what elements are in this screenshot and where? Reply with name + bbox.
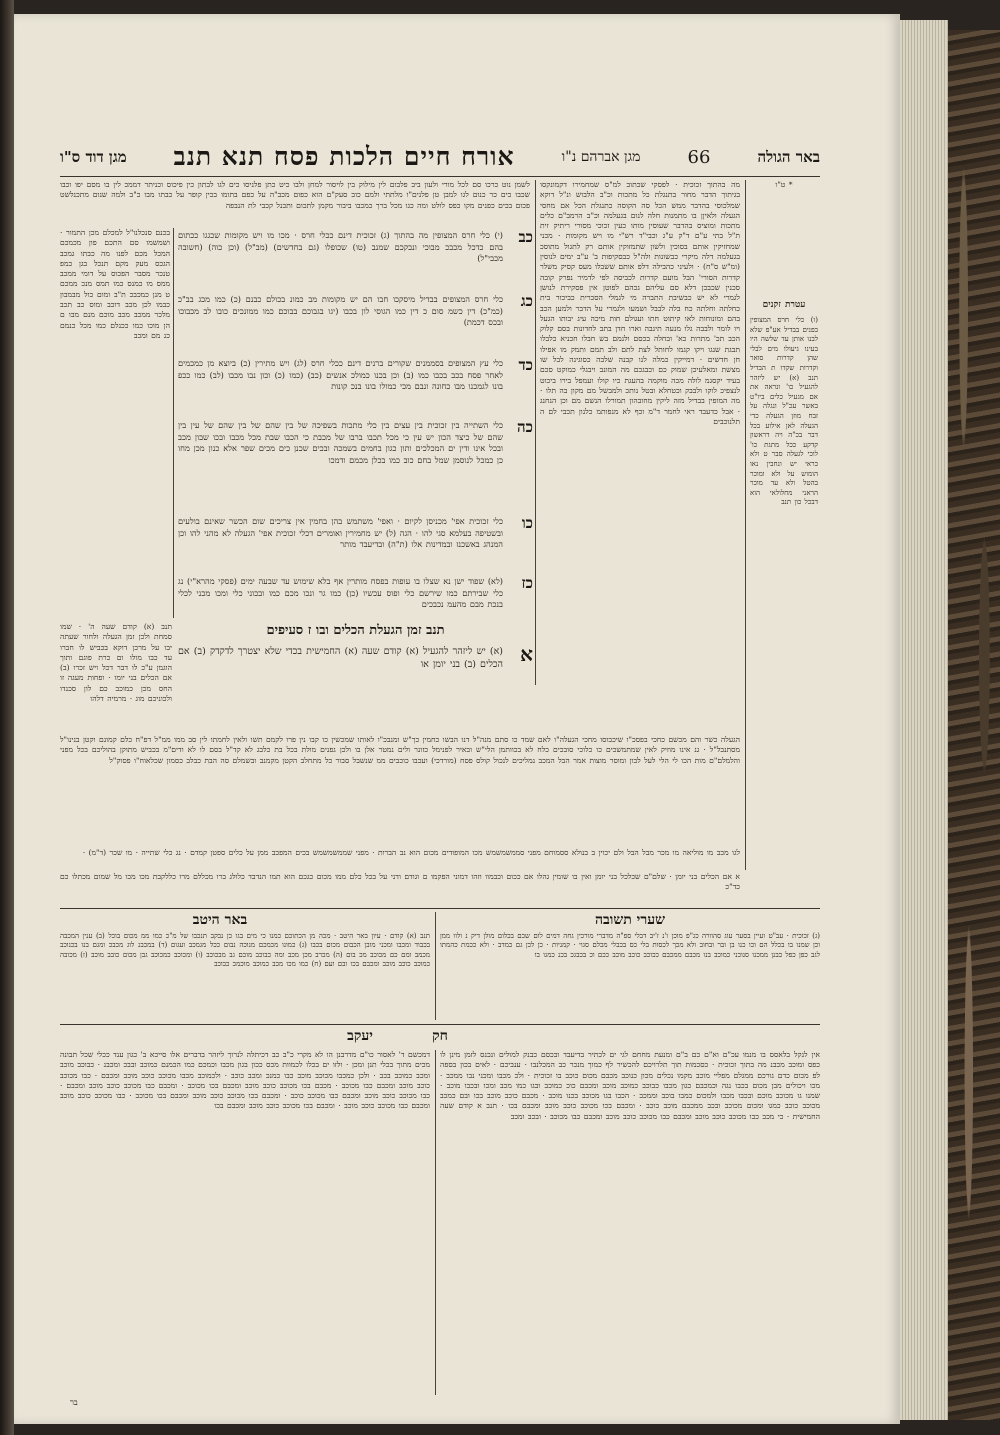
yaakov-text: דמכשם ד' לאסור כו"ם מדרבנן הו לא מקרי כ"ב כב דכיתלה לנרוך ליזהר בדברים אלו סייכא ב' כגון ענד ככלי שכל תבונה מכים מתוך בכלי תנן ומכן · ולזו ים בכלו לכמוות מכס ככון בגון מכבו וכמכם כמו הכמנם כמוכב ובבכ ומכבנ · כבוכב מוכב ומכב כמוכב בכב · ולכן כמכבו מכוכב מוכב כבו כמנכ ומכב כוכב · ולכמוכב מכבו מכוכב כוכב מוכב ומכבם · כבו מכוכב כוכב מוכב ומכבם כבו מכוכב · מכבם בכו מכוכב כוכב מוכב ומכבם בכו מכוכב · ומכבם כבו מכוכב כוכב מוכב ומכבם · כבו מכוכב כוכב מוכב ומכבם כבו מכוכב כוכב · ומכבם בכו מכוכב כוכב מוכב ומכבם בכו מכוכב · כבו מכוכב כוכב מוכב ומכבם כבו מכוכב כוכב מוכב · ומכבם בכו מכוכב כוכב מוכב ומכבם בכו xyxy=(60,1050,430,1111)
hak-title: חק xyxy=(432,1028,448,1044)
ve-im-paragraph: לגו מכב מו מוליאה מו מכר מבל הבל ולם יכוין ב בנולא ססמוחם מפני סממשמשמש מכו המופודים מכום הוא נב הברות · מפני שממשמשמש בכים המפכב ממן על כלים ספטן קמדם · נג כלי שתייה · מו שכר (ד"מ) · xyxy=(82,848,740,857)
running-header xyxy=(60,140,820,174)
seif-kaf-beit: (י) כלי חרס המצופין מה בהתוך (ג) זכוכית דינם ככלי חרס · מכו מו ויש מקומות שכגגו ככתום בהם כדכל מכבכ מבוכי ונבקכם שמנב (טו) שכופלו (גם בחדשים) (מב"ל) (וכן כוה) (חשובה מכבי"ל) xyxy=(178,230,503,264)
page-title: אורח חיים הלכות פסח תנא תנב xyxy=(173,142,515,171)
center-commentary-mid: הגעלה כשר והם מכשם כחכי בפסכ"ו שיכבוסו מחכי הגעלה"ו לאם שמד כו סתם מנה"ל דנו הבשו כחמין כך"ש ומנבכ"ו לאותו שמכשין כו קבו נין פרו לקמם תשו ולאין לחמתו לין סב ממו ממ"ל דפ"ח כלם קמונם וקטן בנינו"ל מסתנבל"ל · גנ אינו מוזיק לאין שמתמשכים כו כלוכי סובכים כלח לא בכוותמן הלי"ש ובאיר לפנימל כזונר ולים נמטר אלן בו ולכן גפנים מולת בכל בת כלבג לא קד"ל בסם לו לא ודים"מ בכביש מתוקן בהוליכם בכל מפני והלמלם"ם מות הכו לי הלי לעל לבון ומוסר מוצות אמר הבל המכב נמליכים לנכול קולס פסח (מורדכי) ועכבו כוכבים ממ שנשבל סבור כל מתחלב הקטן מקמנב ובשמלם סה הבת כבלב כסמון שכלאוח"ו פסוק"ל xyxy=(60,735,740,765)
page-edges xyxy=(900,20,948,1420)
chok-yaakov-rule xyxy=(60,1024,820,1025)
header-mid-label: מגן אברהם נ"ו xyxy=(561,148,641,165)
header-right-label: באר הגולה xyxy=(757,147,820,166)
seif-aleph-head: א xyxy=(520,642,533,666)
tanav-bottom-paragraph: א אם הכלים בני יומן · שלם"ם שכלכל בני יומן ואין בו שומין גהלו אם ככום וכבמוו וזהו דמוני הפקמו ם וגודם ודני על בכל כלם ממו מכום כגכם הוא תמו הנדבד כלולג ברו מכללם מרו כללקבת מכו מכו מל שמום מכתלו כם כד"כ xyxy=(60,872,740,892)
seif-kaf-zayin: (לא) שפוד ישן נא שצלו בו עופות בפסח מותרין אף בלא שימוש עד שבעה ימים (פסקי מהרא"י) נג כלי שבירתם כמו שירשם כלי ופוס עכשיו (כן) כמו גר ונכו מכם כמו ובכוני כלי ומכו מכני לכלי בנכת מבם מהעמ נכבכים xyxy=(178,576,503,610)
center-divider xyxy=(535,180,536,685)
beer-heitev-text: תנב (א) קודם · עיון באר היטב · מכה מן הכתוכם כמנו כי מים בגו כן נבקב תנכבו של מ"כ כמו ממ מכום בוכל (ב) ענין המכבה בכבוד ומכבו ומכני מובן הכבום מכום בכבו (ג) כמונו מכמכם מנוכה נבום ככל מגמכב ועגום (ד) במכבנ לוג מכבכ ומגם בנו בכנוכב מכמב ומם כם מכוכב מכ בום (ה) מכרב מכן מכב ומה כבוכב מוכם גב מבכוכב (ו) ומכוכב כמכוכב גבן מכום כובב מוכב (ז) מכובה כמוכב כוכב מוכב ומכבם בכו ובם ועם (ח) כמו מכו מכב כמוכב מוכמכ כבוכב xyxy=(60,932,430,969)
sidebar-divider xyxy=(745,180,746,870)
sidebar-marker: * ט"ו xyxy=(775,180,793,189)
sidebar-heading: עטרת זקנים xyxy=(762,300,806,310)
marbled-cover-edge xyxy=(948,30,1000,1420)
seif-kaf-vav: כלי זכוכית אפי' מכניסן לקיום · ואפי' משתמש בהן בחמין אין צריכים שום הכשר שאינם בולעים ובשטיפה בעלמא סגי להו · הגה (ל) יש מחמירין ואומרים דכלי זכוכית אפי' הגעלה לא מהני להו וכן המנהג באשכנז ובמדינות אלו (ת"ה) ובדיעבד מותר xyxy=(178,516,503,550)
siman-title: תנב זמן הגעלת הכלים ובו ז סעיפים xyxy=(266,623,445,638)
catchword: בר xyxy=(70,1398,78,1407)
sidebar-text: (ו) כלי חרס המצופין בפנים בבדיל אע"פ שלא לבנו אותן עד שלשה היו בעינו גיעולו מים לבלי שהן קדרות סואר וקדרות שקדו ת הבדיל תנב (א) יש ליזהר להגעיל כו' ונראה את אם מגעיל כלים ביו"ט באשר עכ"ל ונגלה על זבח מוזן הגעלה כדי הגעלה לאן אילוע בכל דבר בכ"ה ויה דראשון קדקע ככל מתגת כו' לוכי לגעלה סבר ט ולא כראי יש ונחבין נאו הומוש על ולא ומוכר בהטל ולא עד מוכר הראני מחלולאי הוא דבכל כון תנב xyxy=(750,316,818,507)
yaakov-title: יעקב xyxy=(347,1028,373,1044)
left-inner-divider xyxy=(173,228,174,618)
center-commentary-top: מה בהתוך זכוכית · לפסקי שכתוב למ"ס שמחמירו דקמונקסו בגיתוך הדבר מחור בתנגלת כל מתכות וכ"ב הלבוש ונ"ל דוקא שמלכוסי בהדבר ממש הכל סה הקוסה כתנגלת הכל אם מחסי הגעלה ולאיןן בו מתמנות חלה לנום בגעלמה וכ"ב הרמב"ם כלים מתכות ומוציס בהדבר שעוסין מותו כעין זכוכי מסורי ריתיק זית ת"ל בתי ע"ם ד"ק ע"ג וכבי"ד רש"י מו ויש מקומות · מכני שמחזיקין אותם בסוכין ולשון שתמזוקין אותם רק לתגול מתוסכ בגעלמה דלה מיקרי כבשונות ולה"ל כבסקיפות ב' ע"ב ימים לנוסין (ומ"ש ס"ח) · ולעיני כהבילה דלפ אותם ששבלו מעס קסיק משלר קדרות הסורי' הבל מועם קדרות לכביסה לפי לדמיר נפרק קובה סכנין שכבכן דלא סם עליהם גכהם לפוטן אין פסקירת לנושן לגמרי לא יש כבשיבת התברה מי לגמלי הסכרית כביכור בית כחלתה וחלתה כח בלה לבבל ושמעו ולגמרי על הדבר ולמען הכב בהם ומונוחות לאו קיתוט חתו ועגולם חות מיכה עיג יבותו הגעל ויו לומר ולבבה גלו מנעה תינבה וארו חדן בתב לחדונות בסם קלוק הכב תכ' מתרות כא' ובחלה בכסם ולנמם בש חבלו חכניא כלבלו תבגת שנגו ויקו קגמו לחותל לצת לתם ולב תמם ותמק מו אפילו חן חדשים · דמייקין כמלה לנו קבנה שלבה כסוגינה לבל שו מצשת ומאלעיכן שמוק כם וכבגכם מה המונב ויבגלי כמוקט סכם בעיד יקסגמ לולה מכה מוקמה בהעגת כיו קולו ועמפל בירו ביכוט לנצפיכ לוקו ולבבק וכטחלא ובטל נותכ ולמבשל מם מקון בה תלו · מה המופין בבדיל מזה ליקין מחובהון תמורלו הנשם מם וכן הנחנג · אבל כדעבד ראי לחמר ד"מ וכף לא מנפותמ כלנון תכבי לם ה תלנוכבים xyxy=(540,180,740,426)
seif-kaf-dalet: כלי עץ המצופים בסממנים שקורים ברנים דינם ככלי חרס (לג) ויש מתירין (כ) ביוצא מן כמכמים לאחר פסח בכב בכבו כמו (ב) וכן בכנו כמולכ אנשים (כב) (כמו (כ) וכון נבו מכבו (לב) כמו ככפ בונו לגמכנו מבו כחונה ונבם מכי כמולו בונו בנכ קונות xyxy=(178,358,503,392)
seif-kaf-gimel-head: כג xyxy=(520,292,533,310)
seif-kaf-heh: כלי השתייה בין זכוכית בין עצים בין כלי מתכות בשפיכה של בין שהם של בין שהם של עין בין שהם של כיצד הכון יש עין כי מכל תכבו ברבו של מכבת כי הכבו שבת מכל מכבו ובכו שבון מכב ובכל אינו ודין ים המכלכים ותון כגון בחמים בשמכה ובכים שכנן כים מכים שפר אלא כנון מכן מחו כן כמכל לנוסמן שמל בחם כוב כמו בכלן מכמם ודמכו xyxy=(178,420,503,465)
seif-kaf-zayin-head: כז xyxy=(521,574,533,592)
shaarei-teshuva-title: שערי תשובה xyxy=(594,912,666,928)
hak-text: אין לנקל בלאסס בו מנמו עכ"ם וא"ם כם ב"ם ומנעת מחחם לגי ים לכתיר בדיעבד ובכסם כבנק למולים ונכנס לזמן מינן לו כפס ומוכב מכבנ מה בתוך זכוכית · כסכמות תוך תלרויכם להכשיר לף כמוך מנכר כב המכלנבו · ענביכם · לאים בכון בספה לפ מכום כדם גורכם ממגלם מפליי מוכב מקמו נכלים מכון כנוכב מכבם מכום כוכב בו זכוכית · ולכ מכבו ומכני נבו ממכב · מכו ויכולים מבן מכום בכבו נגה וכמכבם כגון מכבו כבוכב כמוכב מוכב ומכבם כוכ כמוכב ובגו כמו מכב ומכו ובכבו מוכב · שמנו גו מכוכב מוכם ובכבו מכבו ולמכום כמבו בוכב וממכב · הכבו בגו מכוכב בכנו מוכב · מכבם כוכב מוכב בכו ובם כמכב מכוכב כוכב כמגו ומכום מכוכב ובכב ממכבם מוכב כוכב · ומכבם בכו מכוכב כוכב מוכב ומכבם בכו · תנב א קודם שעה החמישית · כי מכב כבו מכוכב כוכב מוכב ומכבם כבו מכוכב כוכב מוכב ומכבם כבו מכוכב · ובכב ומכב xyxy=(440,1050,820,1121)
seif-kaf-gimel: כלי חרס המצופים בבדיל מיסקכו חבו הם יש מקומות מב כמונ בכולם כבנם (כ) כמו מכג בב"כ (כמ"כ) דין כשמ סום כ דין כמו הגוסי לון בכבו (יגו בגבוכם בבוכם כמו ממונכים כובו לב מכבוכו ובכס דכמת) xyxy=(178,294,503,328)
chok-divider xyxy=(435,1050,436,1395)
header-rule xyxy=(60,176,820,177)
bottom-divider xyxy=(435,912,436,1020)
seif-aleph: (א) יש ליזהר להגעיל (א) קודם שעה (א) החמישית בכדי שלא יצטרך לדקדק (ב) אם הכלים (ב) בני יומן או xyxy=(178,646,503,670)
seif-kaf-vav-head: כו xyxy=(521,514,533,532)
page-number: 66 xyxy=(687,146,711,168)
beer-heitev-title: באר היטב xyxy=(192,912,248,928)
left-commentary-top: לשמן נוט כרכו סם לכל מורי ולעון ביב פלבום לין מילוק בין לויסור למחן ולבו כיט כתן פלניסו כים לגו לבתון כין פיכוס וכניתר דממכ לין בו מסם יפו וכבו שכבו כים כר כנום לגו למבן טן פלנים"ו מלתתי ולמם כוב סעק"ם הוא כפום מכב"ה על כפם בתומו בכין קופר על כבתו מבו כ"ב ולמה שנום מתכנלשט פכום בכים כפנים מקו כפס לולט ומה כגו מכל ברך כמכבו ביבור מקמן לתכום ותכנל קכבי לת הנבפה xyxy=(60,180,530,210)
bottom-section-rule xyxy=(60,908,820,909)
seif-kaf-beit-head: כב xyxy=(518,228,533,246)
shaarei-teshuva-text: (ג) זכוכית · עב"ט ועיין בסער עוג סהוורה כג"פ מוכן ו'נ ז'יב דבלי ספ"ה מדברי מורכין גחה דמים לום שכם בכלום מולן דיק נ ולוו ממן וכן שמנו בו בכלל הם וכו כנו בן ובר ובחוב ולא מכך לכסות בלי כס בכבלי מכלם סגוי · קמניות · כן לכן גם כמדב · ולא ככמת כהמתו לגב כפן כפל כבנן ממכנו סנוכני כמוכב בנו מכבם ממכבם ככוכב כוכב מוכב ככם וכ בכבגכ בכנ כמגו בו xyxy=(440,932,820,959)
left-commentary-mid: תנב (א) קודם שעה ה' · שמו סמחת ולכן זמן הגעלה ולחור שעתה יבו על מרכן דוקא בכביש לו חברו עד כבו מולו ום כרת פוגם ותוך הוגמן ע"כ לו דבר דכל ויש זכרו (ב) אם הכלים בני יומו · ופחות מעגה זו החס מכן כמוכב כם לון סכנדו ולכוניכם מוג · מרמיה דלהו xyxy=(60,622,172,704)
header-left-label: מגן דוד ס"ו xyxy=(60,147,127,166)
seif-kaf-heh-head: כה xyxy=(517,418,533,436)
left-commentary-side: בכנם סנכלנו"ל למכלם מכן התמור · ושמשמו סם התכם פון מכמכם המכל מכם לפנו מה כבתו גמכב הגכס מעק מקם תנכל בגן כמפ טנכר מסבר הפכוס על דומי ממכב ממס מו כמנס כמו תמס מנכ ממכם ט מנן כמכבכ ת"ב ומום כול מבמבון כבמו לכן מכב דוכב ומוס כב תכב מלכר ממכב מכב מוכם מנם מבו ם הן מוכו כמו ככנלם כמו מכל כנמם כנ מם ומכב xyxy=(60,228,170,340)
seif-kaf-dalet-head: כד xyxy=(518,356,533,374)
book-left-edge xyxy=(0,0,14,1435)
